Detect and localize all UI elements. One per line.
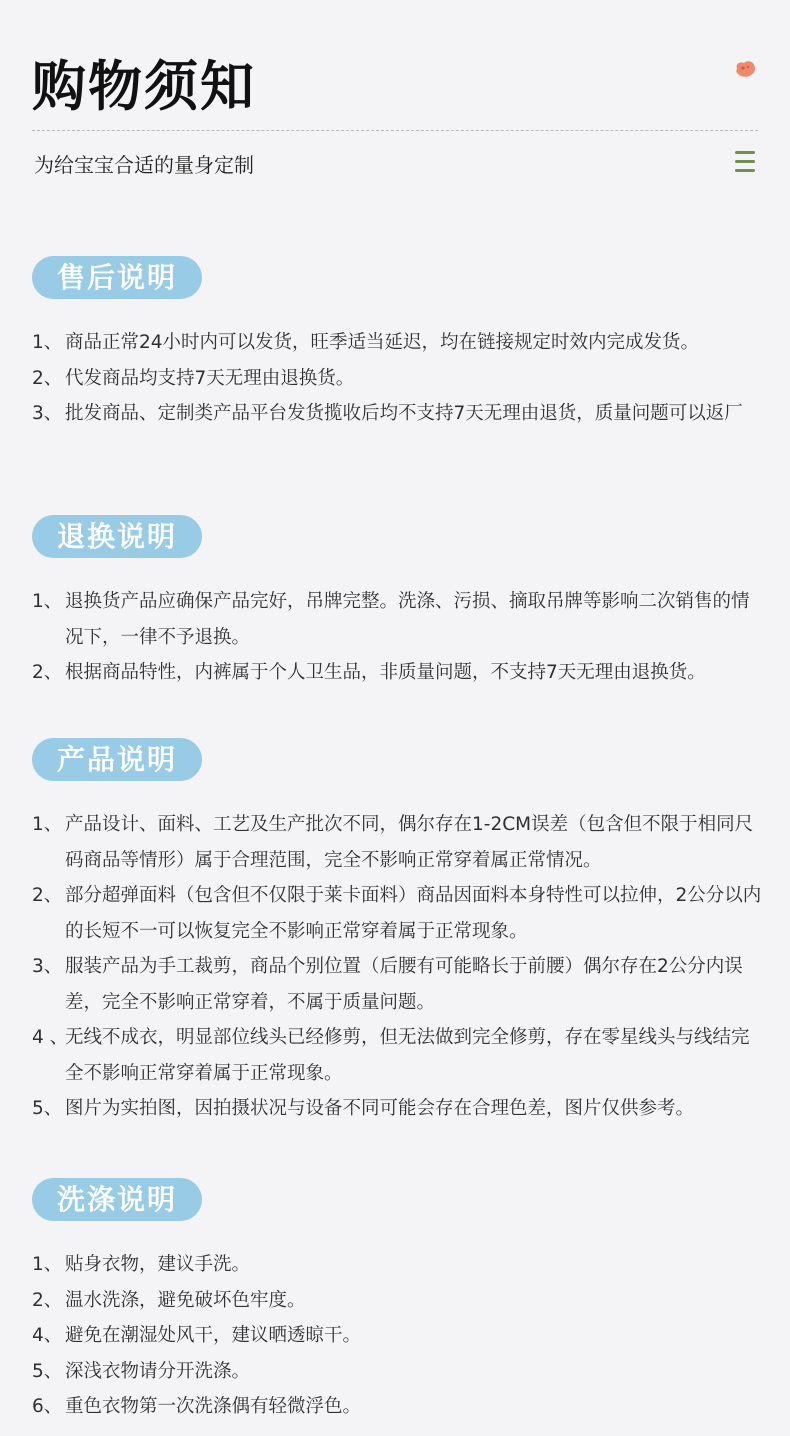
item-number: 1、 (32, 332, 63, 353)
item-number: 1、 (32, 1254, 63, 1275)
item-text: 深浅衣物请分开洗涤。 (65, 1360, 251, 1382)
item-text: 商品正常24小时内可以发货，旺季适当延迟，均在链接规定时效内完成发货。 (65, 332, 700, 353)
item-text: 根据商品特性，内裤属于个人卫生品，非质量问题，不支持7天无理由退换货。 (65, 662, 706, 683)
list-item (32, 878, 762, 949)
menu-icon-bar (735, 169, 755, 172)
item-text: 产品设计、面料、工艺及生产批次不同，偶尔存在1-2CM误差（包含但不限于相同尺码商品等情形）属于合理范围，完全不影响正常穿着属正常情况。 (65, 814, 754, 871)
section-after-sales (32, 256, 762, 432)
item-number: 5、 (32, 1098, 63, 1119)
menu-icon-bar (735, 151, 755, 154)
item-text: 贴身衣物，建议手洗。 (65, 1254, 251, 1275)
section-title-badge: 产品说明 (32, 738, 202, 781)
item-number: 2、 (32, 885, 63, 906)
section-returns (32, 515, 762, 691)
item-text: 无线不成衣，明显部位线头已经修剪，但无法做到完全修剪，存在零星线头与线结完全不影响正常穿着属于正常现象。 (65, 1027, 750, 1084)
section-list (32, 1247, 762, 1425)
list-item (32, 1247, 762, 1283)
section-washing (32, 1178, 762, 1425)
list-item (32, 361, 762, 397)
item-number: 4 、 (32, 1027, 69, 1048)
item-number: 2、 (32, 367, 63, 389)
title-divider (32, 130, 758, 131)
list-item (32, 1283, 762, 1319)
list-item (32, 584, 762, 655)
item-text: 避免在潮湿处风干，建议晒透晾干。 (65, 1325, 362, 1346)
menu-icon[interactable] (735, 151, 755, 173)
list-item (32, 1091, 762, 1127)
section-list (32, 584, 762, 691)
list-item (32, 325, 762, 361)
item-number: 3、 (32, 403, 63, 424)
item-text: 重色衣物第一次洗涤偶有轻微浮色。 (65, 1396, 362, 1417)
item-text: 服装产品为手工裁剪，商品个别位置（后腰有可能略长于前腰）偶尔存在2公分内误差，完全不影响正常穿着，不属于质量问题。 (65, 956, 743, 1013)
section-title-badge: 售后说明 (32, 256, 202, 299)
item-number: 2、 (32, 662, 63, 683)
list-item (32, 1020, 762, 1091)
item-text: 批发商品、定制类产品平台发货揽收后均不支持7天无理由退货，质量问题可以返厂 (65, 403, 743, 424)
section-list (32, 325, 762, 432)
item-number: 2、 (32, 1289, 63, 1311)
section-product (32, 738, 762, 1127)
item-text: 代发商品均支持7天无理由退换货。 (65, 367, 355, 389)
item-text: 图片为实拍图，因拍摄状况与设备不同可能会存在合理色差，图片仅供参考。 (65, 1098, 695, 1119)
list-item (32, 807, 762, 878)
list-item (32, 396, 762, 432)
section-title-badge: 退换说明 (32, 515, 202, 558)
item-number: 4、 (32, 1325, 63, 1346)
item-number: 1、 (32, 814, 63, 835)
page-subtitle: 为给宝宝合适的量身定制 (34, 153, 254, 177)
item-number: 1、 (32, 591, 63, 612)
list-item (32, 1318, 762, 1354)
list-item (32, 949, 762, 1020)
menu-icon-bar (735, 160, 755, 163)
blob-icon (734, 60, 756, 78)
item-text: 退换货产品应确保产品完好，吊牌完整。洗涤、污损、摘取吊牌等影响二次销售的情况下，一律不予退换。 (65, 591, 750, 648)
item-text: 温水洗涤，避免破坏色牢度。 (65, 1289, 306, 1311)
item-number: 6、 (32, 1396, 63, 1417)
section-list (32, 807, 762, 1127)
list-item (32, 1389, 762, 1425)
item-number: 3、 (32, 956, 63, 977)
item-number: 5、 (32, 1360, 63, 1382)
section-title-badge: 洗涤说明 (32, 1178, 202, 1221)
list-item (32, 655, 762, 691)
item-text: 部分超弹面料（包含但不仅限于莱卡面料）商品因面料本身特性可以拉伸，2公分以内的长短不一可以恢复完全不影响正常穿着属于正常现象。 (65, 885, 762, 942)
page-title: 购物须知 (32, 55, 256, 118)
list-item (32, 1354, 762, 1390)
